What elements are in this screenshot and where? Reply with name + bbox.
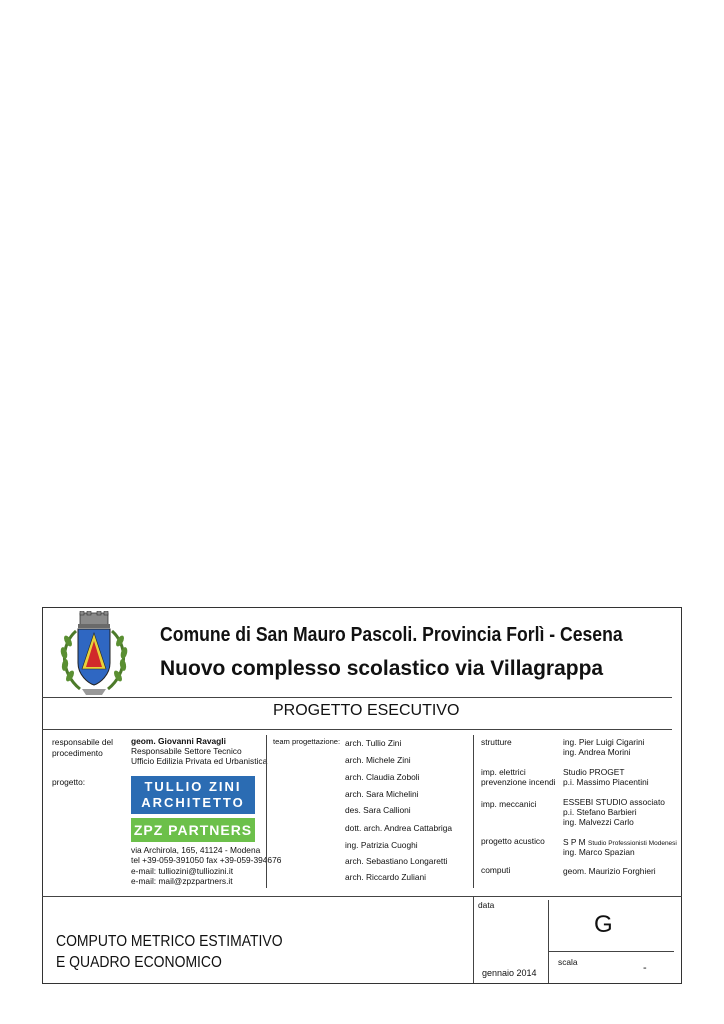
progetto-email-1[interactable]: e-mail: tulliozini@tulliozini.it (131, 866, 234, 876)
team-member: arch. Claudia Zoboli (345, 772, 420, 782)
progetto-label: progetto: (52, 777, 86, 787)
responsabile-role-1: Responsabile Settore Tecnico (131, 746, 242, 756)
divider-team-right (473, 735, 474, 888)
elettrici-name-2: p.i. Massimo Piacentini (563, 777, 649, 787)
divider-code-scala (548, 951, 674, 952)
responsabile-name: geom. Giovanni Ravagli (131, 736, 226, 746)
team-member: des. Sara Callioni (345, 805, 411, 815)
computi-name: geom. Maurizio Forghieri (563, 866, 656, 876)
team-member: arch. Tullio Zini (345, 738, 402, 748)
acustico-name-1a: S P M (563, 837, 586, 847)
responsabile-role-2: Ufficio Edilizia Privata ed Urbanistica (131, 756, 268, 766)
team-member: dott. arch. Andrea Cattabriga (345, 823, 453, 833)
meccanici-label: imp. meccanici (481, 799, 537, 809)
progetto-email-2[interactable]: e-mail: mail@zpzpartners.it (131, 876, 233, 886)
tullio-zini-logo-line2: ARCHITETTO (141, 795, 245, 810)
header-project-title: Nuovo complesso scolastico via Villagrappa (160, 657, 604, 680)
strutture-name-2: ing. Andrea Morini (563, 747, 631, 757)
document-title (56, 931, 283, 973)
computi-label: computi (481, 865, 511, 875)
progetto-address: via Archirola, 165, 41124 - Modena (131, 845, 261, 855)
responsabile-label-2: procedimento (52, 748, 103, 758)
divider-data-left (473, 897, 474, 983)
elettrici-name-1: Studio PROGET (563, 767, 625, 777)
acustico-name-2: ing. Marco Spazian (563, 847, 635, 857)
strutture-label: strutture (481, 737, 512, 747)
team-member: arch. Riccardo Zuliani (345, 872, 426, 882)
elettrici-label-2: prevenzione incendi (481, 777, 556, 787)
divider-bottom-section (42, 896, 682, 897)
data-label: data (478, 900, 495, 910)
header-municipality-title: Comune di San Mauro Pascoli. Provincia Forlì - Cesena (160, 624, 623, 646)
document-title-line2: E QUADRO ECONOMICO (56, 954, 222, 971)
zpz-partners-logo: ZPZ PARTNERS (131, 818, 255, 842)
meccanici-name-1: ESSEBI STUDIO associato (563, 797, 665, 807)
coat-of-arms-emblem (56, 611, 132, 699)
strutture-name-1: ing. Pier Luigi Cigarini (563, 737, 645, 747)
team-member: arch. Michele Zini (345, 755, 411, 765)
scala-label: scala (558, 957, 578, 967)
meccanici-name-2: p.i. Stefano Barbieri (563, 807, 637, 817)
responsabile-label-1: responsabile del (52, 737, 113, 747)
acustico-label: progetto acustico (481, 836, 545, 846)
tullio-zini-logo (131, 776, 255, 814)
document-code: G (594, 911, 613, 938)
team-member: arch. Sebastiano Longaretti (345, 856, 448, 866)
divider-data-right (548, 900, 549, 983)
divider-header (42, 697, 672, 698)
team-label: team progettazione: (273, 737, 341, 746)
divider-team-left (266, 735, 267, 888)
tullio-zini-logo-line1: TULLIO ZINI (144, 779, 242, 794)
phase-title: PROGETTO ESECUTIVO (273, 702, 460, 719)
elettrici-label-1: imp. elettrici (481, 767, 526, 777)
team-member: ing. Patrizia Cuoghi (345, 840, 418, 850)
scala-value: - (643, 962, 647, 974)
progetto-phone: tel +39-059-391050 fax +39-059-394676 (131, 855, 282, 865)
team-member: arch. Sara Michelini (345, 789, 419, 799)
data-value: gennaio 2014 (482, 968, 537, 978)
meccanici-name-3: ing. Malvezzi Carlo (563, 817, 634, 827)
acustico-name-1b: Studio Professionisti Modenesi (587, 840, 677, 847)
divider-phase (42, 729, 672, 730)
document-title-line1: COMPUTO METRICO ESTIMATIVO (56, 933, 283, 950)
